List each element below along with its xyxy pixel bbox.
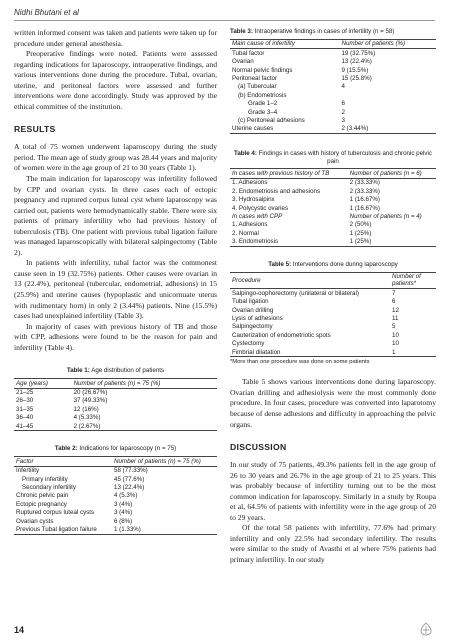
table-row: Chronic pelvic pain 4 (5.3%) (16, 492, 138, 500)
table-row: Tubal ligation 6 (232, 298, 396, 306)
results-heading: RESULTS (14, 124, 56, 135)
table-row: Cystectomy 10 (232, 340, 399, 348)
table-row: Ovarian 13 (22.4%) (232, 58, 372, 66)
table-row: 3. Hydrosalpinx 1 (16.67%) (232, 196, 380, 204)
table-label: Table 4: (234, 150, 257, 158)
table-row: 2. Normal 1 (25%) (232, 229, 372, 237)
table-row: Salpingectomy 5 (232, 323, 396, 331)
table-row: Cauterization of endometriotic spots 10 (232, 331, 399, 339)
table-label: Table 3: (230, 28, 253, 35)
table-title: Interventions done during laparoscopy (292, 261, 398, 268)
table-footnote: *More than one procedure was done on some patients (230, 359, 370, 366)
table-row: Normal pelvic findings 9 (15.5%) (232, 66, 369, 74)
journal-logo-icon (418, 622, 434, 636)
column-header: Number of patients (%) (339, 39, 436, 49)
age-distribution-table (14, 378, 217, 432)
table-title: Findings in cases with history of tuberculosis and chronic pelvic pain (258, 150, 432, 165)
right-column (230, 28, 436, 566)
paragraph: In our study of 75 patients, 49.3% patients fell in the age group of 26 to 30 years and 26.7% in the age group of 21 to 25 years. This was probably because of infertility turning out to be the most common indication for laparoscopy. Similarly in a study by Roupa et al, 64.5% of patients with infertility were in the age group of 20 to 29 years. (230, 460, 436, 522)
table-row: Grade 1–2 6 (248, 100, 345, 108)
paragraph: Preoperative findings were noted. Patients were assessed regarding indications for laparoscopy, intraoperative findings, and various interventions done during the procedure. Tubal, ovarian, uterine, and peritoneal factors were assessed and further interventions were done accordingly. Study was approved by the ethical committee of the institution. (14, 49, 217, 111)
table-row: Grade 3–4 2 (248, 108, 345, 116)
column-header: Number of patients (n = 6) (348, 169, 436, 179)
paragraph: In patients with infertility, tubal factor was the commonest cause seen in 19 (32.75%) patients. Other causes were ovarian in 13 (22.4%), peritoneal (tubercular, endometrial, adhesions) in 15 (25.9%) and uterine causes (hypoplastic and unicornuate uterus with rudimentary horn) in only 2 (3.44%) patients. Nine (15.5%) cases had unexplained infertility (Table 3). (14, 258, 217, 321)
table-4-caption (230, 150, 436, 165)
table-row: 1. Adhesions 2 (50%) (232, 221, 372, 229)
table-row: 3. Endometriosis 1 (25%) (230, 238, 436, 247)
table-row: Uterine causes 2 (3.44%) (230, 125, 436, 134)
column-header: Main cause of infertility (230, 39, 339, 49)
paragraph: written informed consent was taken and patients were taken up for procedure under general anesthesia. (14, 28, 217, 48)
table-title: Intraoperative findings in cases of infertility (n = 58) (254, 28, 395, 35)
column-header: Number of patients (n) = 75 (%) (112, 457, 217, 467)
indications-table (14, 456, 217, 535)
table-row: Ruptured corpus luteal cysts 3 (4%) (16, 509, 133, 517)
paragraph: A total of 75 women underwent laparoscopy during the study period. The mean age of study group was 28.44 years and majority of women were in the age group of 21 to 30 years (Table 1). (14, 142, 217, 173)
paragraph: Table 5 shows various interventions done during laparoscopy. Ovarian drilling and adhesiolysis were the most commonly done procedure. In four cases, procedure was converted into laparotomy because of dense adhesions and difficulty in approaching the pelvic organs. (230, 377, 436, 429)
column-header: Procedure (230, 272, 390, 289)
column-header: In cases with previous history of TB (230, 169, 348, 179)
table-4 (230, 150, 436, 247)
table-3-caption (230, 28, 436, 36)
table-row: (a) Tubercular 4 (238, 83, 345, 91)
table-title: Indications for laparoscopy (n = 75) (79, 445, 177, 453)
table-5 (230, 261, 436, 365)
table-label: Table 5: (268, 261, 292, 268)
left-column (14, 28, 217, 535)
table-row: Primary infertility 45 (77.6%) (22, 475, 145, 483)
table-row: 2. Endometriosis and adhesions 2 (33.33%) (232, 187, 380, 195)
table-row: 26–30 37 (49.33%) (16, 397, 108, 405)
table-row: Ovarian cysts 6 (8%) (16, 517, 133, 525)
column-header: Age (years) (14, 378, 72, 388)
table-label: Table 2: (54, 445, 78, 453)
table-row: Infertility 58 (77.33%) (16, 467, 148, 475)
discussion-heading: DISCUSSION (230, 442, 287, 453)
tb-cpp-findings-table (230, 168, 436, 247)
table-row: 21–25 20 (26.67%) (16, 389, 108, 397)
table-row: 41–45 2 (2.67%) (14, 422, 217, 431)
table-2-caption (14, 445, 217, 453)
table-2 (14, 445, 217, 534)
table-subheader-row: In cases with CPP Number of patients (n = 4) (232, 213, 422, 221)
table-3 (230, 28, 436, 134)
column-header: Factor (14, 457, 112, 467)
running-header: Nidhi Bhutani et al (14, 8, 79, 17)
table-row: Ectopic pregnancy 3 (4%) (16, 500, 133, 508)
table-row: 1. Adhesions 2 (33.33%) (232, 179, 380, 187)
table-row: Secondary infertility 13 (22.4%) (22, 484, 145, 492)
table-row: Lysis of adhesions 11 (232, 314, 399, 322)
column-header: Number of patients (n) = 75 (%) (72, 378, 217, 388)
table-row: 4. Polycystic ovaries 1 (16.67%) (232, 204, 380, 212)
table-1 (14, 367, 217, 431)
table-row: (c) Peritoneal adhesions 3 (238, 116, 345, 124)
table-row: 31–35 12 (16%) (16, 405, 99, 413)
header-rule (14, 20, 435, 21)
table-row: Previous Tubal ligation failure 1 (1.33%) (14, 525, 217, 534)
table-row: Fimbrial dilatation 1 (230, 348, 436, 357)
page-number: 14 (14, 625, 25, 635)
column-header: Number of patients* (390, 272, 436, 289)
interventions-table (230, 272, 436, 358)
table-row: Peritoneal factor 15 (25.8%) (232, 74, 372, 82)
table-1-caption (14, 367, 217, 375)
table-label: Table 1: (66, 367, 90, 375)
intraoperative-findings-table (230, 39, 436, 135)
table-row: 36–40 4 (5.33%) (16, 414, 101, 422)
table-row: (b) Endometriosis (238, 91, 287, 99)
paragraph: The main indication for laparoscopy was infertility followed by CPP and ovarian cysts. In three cases each of ectopic pregnancy and ruptured corpus luteal cyst where laparoscopy was carried out, patients were hemodynamically stable. There were six patients of primary infertility who had previous history of tuberculosis (TB). One patient with previous tubal ligation failure was managed laparoscopically with bilateral salpingectomy (Table 2). (14, 174, 217, 257)
paragraph: In majority of cases with previous history of TB and those with CPP, adhesions were found to be the reason for pain and infertility (Table 4). (14, 321, 217, 352)
table-row: Salpingo-oophorectomy (unilateral or bilateral) 7 (232, 289, 396, 297)
table-row: Tubal factor 19 (32.75%) (232, 49, 376, 57)
paragraph: Of the total 58 patients with infertility, 77.6% had primary infertility and only 22.5% had secondary infertility. The results were similar to the study of Avasthi et al where 75% patients had primary infertility. In our study (230, 523, 436, 564)
table-row: Ovarian drilling 12 (232, 306, 399, 314)
table-title: Age distribution of patients (91, 367, 165, 375)
table-5-caption (230, 261, 436, 269)
